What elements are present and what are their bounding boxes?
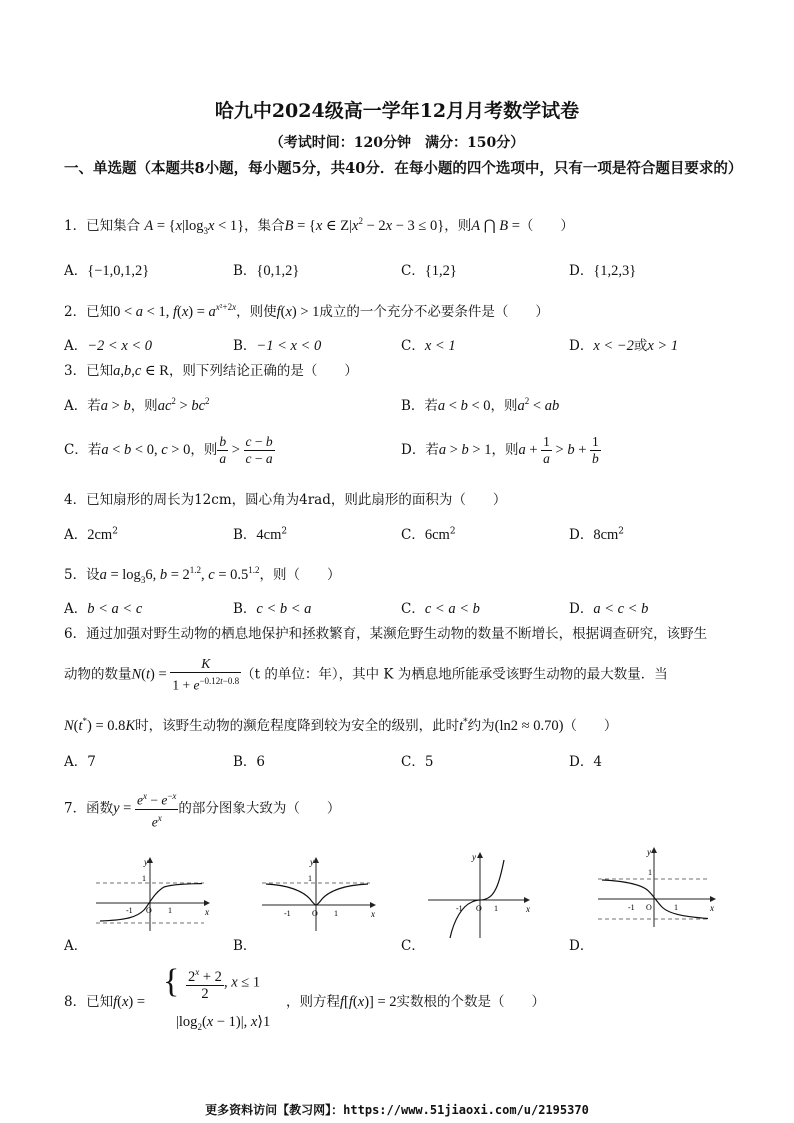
svg-text:1: 1 xyxy=(648,868,652,877)
graph-option-b[interactable] xyxy=(258,855,378,935)
svg-text:1: 1 xyxy=(308,874,312,883)
svg-text:O: O xyxy=(476,904,482,913)
svg-text:x: x xyxy=(205,907,209,917)
svg-text:y: y xyxy=(472,852,476,862)
q3-option-d[interactable]: D．若a > b > 1，则a + $\frac{1}{a}$ > b + $\frac{1}{b}$ xyxy=(401,434,599,466)
q3-option-c[interactable]: C．若a < b < 0, c > 0，则 $\frac{b}{a}$ > $\frac{c - b}{c - a}$ xyxy=(64,434,273,466)
svg-text:y: y xyxy=(144,857,148,867)
q7-option-b[interactable]: B． xyxy=(233,938,257,954)
q1-option-c[interactable]: C．{1,2} xyxy=(401,263,457,279)
svg-text:1: 1 xyxy=(674,903,678,912)
q6-option-d[interactable]: D．4 xyxy=(569,754,602,770)
q4-option-a[interactable]: A．$2cm^2$ xyxy=(64,526,118,543)
question-8-lead: 8．已知f(x) = xyxy=(64,994,146,1010)
svg-text:-1: -1 xyxy=(628,903,635,912)
exam-info: （考试时间：120分钟 满分：150分） xyxy=(269,135,525,151)
q1-stem-4: （ ） xyxy=(519,218,574,234)
question-3: 3．已知a,b,c ∈ R，则下列结论正确的是（ ） xyxy=(64,363,358,379)
svg-text:y: y xyxy=(310,857,314,867)
svg-text:1: 1 xyxy=(168,906,172,915)
q4-option-c[interactable]: C．$6cm^2$ xyxy=(401,526,456,543)
q1-option-b[interactable]: B．{0,1,2} xyxy=(233,263,300,279)
svg-text:O: O xyxy=(646,903,652,912)
q7-option-a[interactable]: A． xyxy=(64,938,88,954)
piecewise-brace: { xyxy=(163,963,180,1000)
graph-option-a[interactable] xyxy=(92,855,212,935)
piecewise-case-2: $|\log_2(x - 1)|$, x⟩1 xyxy=(176,1014,271,1032)
piecewise-case-1: $\frac{2^x + 2}{2}$ , x ≤ 1 xyxy=(186,964,260,1002)
q1-option-a[interactable]: A．{−1,0,1,2} xyxy=(64,263,150,279)
svg-text:-1: -1 xyxy=(456,904,463,913)
question-4: 4．已知扇形的周长为12cm，圆心角为4rad，则此扇形的面积为（ ） xyxy=(64,492,507,508)
svg-text:O: O xyxy=(312,909,318,918)
q5-option-d[interactable]: D．a < c < b xyxy=(569,601,649,617)
q3-option-a[interactable]: A．若a > b，则$ac^2 > bc^2$ xyxy=(64,396,210,414)
question-8-tail: ，则方程f[f(x)] = 2实数根的个数是（ ） xyxy=(286,994,546,1010)
svg-text:1: 1 xyxy=(142,874,146,883)
question-7: 7．函数y = $\frac{e^x - e^{-x}}{e^x}$ 的部分图象大致为（ ） xyxy=(64,788,340,830)
q1-stem-3: ，则 xyxy=(444,218,472,234)
graph-option-d[interactable] xyxy=(594,845,718,930)
question-6-line3: N(t*) = 0.8K时，该野生动物的濒危程度降到较为安全的级别，此时t*约为(ln2 ≈ 0.70)（ ） xyxy=(64,716,618,734)
q5-option-c[interactable]: C．c < a < b xyxy=(401,601,480,617)
question-2: 2．已知0 < a < 1, $f(x) = a^{x^2+2x}$，则使f(x) > 1成立的一个充分不必要条件是（ ） xyxy=(64,302,549,320)
question-5: 5．设$a = \log_36$, $b = 2^{1.2}$, $c = 0.5^{1.2}$，则（ ） xyxy=(64,565,341,585)
svg-text:1: 1 xyxy=(494,904,498,913)
svg-text:1: 1 xyxy=(334,909,338,918)
q5-option-b[interactable]: B．c < b < a xyxy=(233,601,312,617)
svg-text:x: x xyxy=(710,903,714,913)
q1-option-d[interactable]: D．{1,2,3} xyxy=(569,263,637,279)
svg-text:-1: -1 xyxy=(126,906,133,915)
q2-option-c[interactable]: C．x < 1 xyxy=(401,338,456,354)
svg-text:-1: -1 xyxy=(284,909,291,918)
q7-option-c[interactable]: C． xyxy=(401,938,425,954)
q2-option-d[interactable]: D．x < −2或x > 1 xyxy=(569,338,679,354)
svg-text:x: x xyxy=(371,909,375,919)
q2-option-b[interactable]: B．−1 < x < 0 xyxy=(233,338,322,354)
q2-option-a[interactable]: A．−2 < x < 0 xyxy=(64,338,153,354)
q6-option-a[interactable]: A．7 xyxy=(64,754,96,770)
page-title: 哈九中2024级高一学年12月月考数学试卷 xyxy=(214,100,580,122)
q7-option-d[interactable]: D． xyxy=(569,938,594,954)
q6-option-c[interactable]: C．5 xyxy=(401,754,434,770)
question-6-line1: 6．通过加强对野生动物的栖息地保护和拯救繁育，某濒危野生动物的数量不断增长，根据调查研究，该野生 xyxy=(64,626,708,642)
q4-option-d[interactable]: D．$8cm^2$ xyxy=(569,526,625,543)
q5-option-a[interactable]: A．b < a < c xyxy=(64,601,143,617)
q4-option-b[interactable]: B．$4cm^2$ xyxy=(233,526,288,543)
q6-option-b[interactable]: B．6 xyxy=(233,754,266,770)
svg-text:x: x xyxy=(526,904,530,914)
question-6-line2: 动物的数量N(t) = $\frac{K}{1 + e^{-0.12t-0.8}}$ （t 的单位：年），其中 K 为栖息地所能承受该野生动物的最大数量．当 xyxy=(64,656,668,693)
svg-text:y: y xyxy=(647,847,651,857)
question-1: 1．已知集合 $A = \{x|\log_3x < 1\}$，集合B = {x ∈ $Z|x^2 - 2x - 3 \le 0$}，则A ⋂ B =（ ） xyxy=(64,216,574,236)
section-heading: 一、单选题（本题共8小题，每小题5分，共40分．在每小题的四个选项中，只有一项是符合题目要求的） xyxy=(64,160,743,177)
graph-option-c[interactable] xyxy=(424,850,534,940)
q1-stem-1: 1．已知集合 xyxy=(64,218,141,234)
q3-option-b[interactable]: B．若a < b < 0，则$a^2$ < ab xyxy=(401,396,560,414)
svg-text:O: O xyxy=(146,906,152,915)
footer-link[interactable]: 更多资料访问【教习网】：https://www.51jiaoxi.com/u/2195370 xyxy=(205,1103,589,1117)
q1-stem-2: ，集合 xyxy=(244,218,285,234)
